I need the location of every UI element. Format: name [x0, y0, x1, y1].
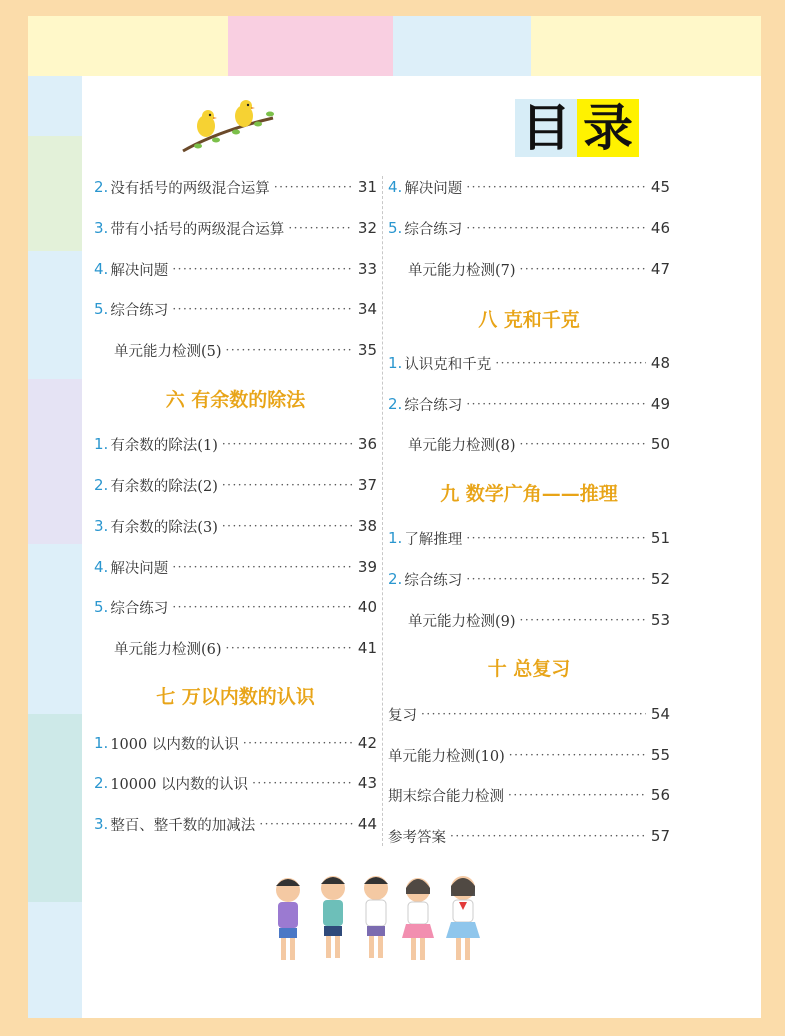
entry-page: 31 — [357, 178, 377, 196]
toc-entry[interactable] — [388, 701, 670, 727]
toc-entry[interactable] — [388, 566, 670, 592]
page-title — [515, 99, 639, 157]
entry-title: 单元能力检测(6) — [114, 641, 222, 658]
entry-page: 57 — [650, 827, 670, 845]
entry-title: 复习 — [388, 707, 417, 724]
entry-page: 56 — [650, 786, 670, 804]
leader-dots — [508, 788, 646, 802]
entry-title: 解决问题 — [110, 560, 169, 577]
entry-title: 有余数的除法(2) — [110, 478, 218, 495]
entry-page: 36 — [357, 435, 377, 453]
leader-dots — [222, 478, 353, 492]
toc-entry[interactable] — [94, 770, 377, 796]
entry-title: 带有小括号的两级混合运算 — [110, 221, 285, 238]
entry-page: 44 — [357, 815, 377, 833]
entry-page: 48 — [650, 354, 670, 372]
entry-title: 综合练习 — [110, 600, 169, 617]
toc-entry[interactable] — [388, 174, 670, 200]
entry-page: 40 — [357, 598, 377, 616]
entry-title: 单元能力检测(9) — [408, 613, 516, 630]
entry-number: 2. — [94, 476, 109, 494]
entry-title: 1000 以内数的认识 — [110, 736, 239, 753]
toc-entry[interactable] — [94, 431, 377, 457]
entry-page: 39 — [357, 558, 377, 576]
entry-page: 38 — [357, 517, 377, 535]
leader-dots — [466, 221, 646, 235]
entry-number: 3. — [94, 219, 109, 237]
leader-dots — [520, 437, 646, 451]
leader-dots — [222, 519, 353, 533]
leader-dots — [243, 736, 353, 750]
entry-page: 32 — [357, 219, 377, 237]
title-char-1: 目 — [515, 99, 577, 157]
entry-page: 54 — [650, 705, 670, 723]
entry-page: 55 — [650, 746, 670, 764]
birds-illustration — [178, 96, 288, 156]
entry-title: 单元能力检测(10) — [388, 748, 505, 765]
chapter-heading: 九 数学广角——推理 — [440, 483, 618, 505]
children-illustration — [258, 872, 498, 972]
entry-page: 46 — [650, 219, 670, 237]
toc-entry[interactable] — [94, 472, 377, 498]
leader-dots — [274, 180, 353, 194]
entry-page: 33 — [357, 260, 377, 278]
entry-title: 整百、整千数的加减法 — [110, 817, 256, 834]
leader-dots — [172, 302, 353, 316]
entry-title: 解决问题 — [110, 262, 169, 279]
entry-title: 10000 以内数的认识 — [110, 776, 249, 793]
entry-number: 3. — [94, 815, 109, 833]
toc-entry[interactable] — [114, 635, 377, 661]
leader-dots — [226, 343, 353, 357]
entry-page: 45 — [650, 178, 670, 196]
entry-page: 47 — [650, 260, 670, 278]
leader-dots — [509, 748, 646, 762]
entry-number: 1. — [388, 354, 403, 372]
toc-entry[interactable] — [408, 256, 670, 282]
toc-entry[interactable] — [388, 215, 670, 241]
entry-title: 解决问题 — [404, 180, 463, 197]
toc-entry[interactable] — [388, 525, 670, 551]
entry-title: 参考答案 — [388, 829, 446, 846]
entry-page: 52 — [650, 570, 670, 588]
toc-entry[interactable] — [94, 174, 377, 200]
entry-number: 3. — [94, 517, 109, 535]
toc-entry[interactable] — [94, 513, 377, 539]
entry-number: 4. — [94, 558, 109, 576]
leader-dots — [259, 817, 353, 831]
entry-title: 综合练习 — [404, 397, 463, 414]
chapter-heading: 八 克和千克 — [478, 309, 580, 331]
entry-number: 1. — [388, 529, 403, 547]
entry-page: 37 — [357, 476, 377, 494]
entry-number: 4. — [94, 260, 109, 278]
leader-dots — [466, 572, 646, 586]
title-char-2: 录 — [577, 99, 639, 157]
leader-dots — [466, 531, 646, 545]
top-color-band — [28, 16, 761, 76]
entry-title: 单元能力检测(8) — [408, 437, 516, 454]
leader-dots — [172, 262, 353, 276]
entry-number: 2. — [388, 395, 403, 413]
entry-page: 35 — [357, 341, 377, 359]
leader-dots — [172, 600, 353, 614]
leader-dots — [226, 641, 353, 655]
toc-entry[interactable] — [408, 607, 670, 633]
entry-page: 53 — [650, 611, 670, 629]
entry-title: 有余数的除法(1) — [110, 437, 218, 454]
toc-entry[interactable] — [94, 554, 377, 580]
toc-entry[interactable] — [94, 215, 377, 241]
entry-number: 2. — [388, 570, 403, 588]
column-divider — [382, 176, 383, 846]
toc-entry[interactable] — [388, 391, 670, 417]
entry-title: 单元能力检测(5) — [114, 343, 222, 360]
leader-dots — [421, 707, 646, 721]
entry-page: 50 — [650, 435, 670, 453]
entry-page: 42 — [357, 734, 377, 752]
entry-title: 了解推理 — [404, 531, 463, 548]
entry-title: 单元能力检测(7) — [408, 262, 516, 279]
entry-page: 49 — [650, 395, 670, 413]
leader-dots — [222, 437, 353, 451]
leader-dots — [252, 776, 353, 790]
entry-title: 认识克和千克 — [404, 356, 492, 373]
entry-page: 34 — [357, 300, 377, 318]
entry-number: 5. — [94, 300, 109, 318]
entry-number: 5. — [94, 598, 109, 616]
toc-entry[interactable] — [94, 296, 377, 322]
chapter-heading: 十 总复习 — [487, 658, 571, 680]
toc-entry[interactable] — [408, 431, 670, 457]
entry-number: 1. — [94, 435, 109, 453]
toc-entry[interactable] — [388, 350, 670, 376]
entry-title: 综合练习 — [110, 302, 169, 319]
leader-dots — [172, 560, 353, 574]
chapter-heading: 七 万以内数的认识 — [156, 686, 315, 708]
toc-entry[interactable] — [388, 742, 670, 768]
entry-number: 4. — [388, 178, 403, 196]
leader-dots — [288, 221, 353, 235]
leader-dots — [520, 262, 646, 276]
toc-entry[interactable] — [114, 337, 377, 363]
entry-number: 5. — [388, 219, 403, 237]
toc-page — [28, 16, 761, 1018]
leader-dots — [450, 829, 646, 843]
toc-entry[interactable] — [94, 730, 377, 756]
toc-entry[interactable] — [94, 594, 377, 620]
leader-dots — [466, 397, 646, 411]
entry-title: 期末综合能力检测 — [388, 788, 504, 805]
side-color-band — [28, 76, 82, 1018]
entry-number: 2. — [94, 178, 109, 196]
entry-number: 1. — [94, 734, 109, 752]
entry-page: 51 — [650, 529, 670, 547]
toc-entry[interactable] — [94, 256, 377, 282]
toc-entry[interactable] — [388, 823, 670, 849]
entry-title: 没有括号的两级混合运算 — [110, 180, 270, 197]
chapter-heading: 六 有余数的除法 — [165, 389, 306, 411]
entry-page: 41 — [357, 639, 377, 657]
leader-dots — [466, 180, 646, 194]
entry-title: 综合练习 — [404, 572, 463, 589]
entry-number: 2. — [94, 774, 109, 792]
toc-entry[interactable] — [94, 811, 377, 837]
entry-title: 综合练习 — [404, 221, 463, 238]
leader-dots — [495, 356, 646, 370]
leader-dots — [520, 613, 646, 627]
entry-title: 有余数的除法(3) — [110, 519, 218, 536]
toc-entry[interactable] — [388, 782, 670, 808]
entry-page: 43 — [357, 774, 377, 792]
